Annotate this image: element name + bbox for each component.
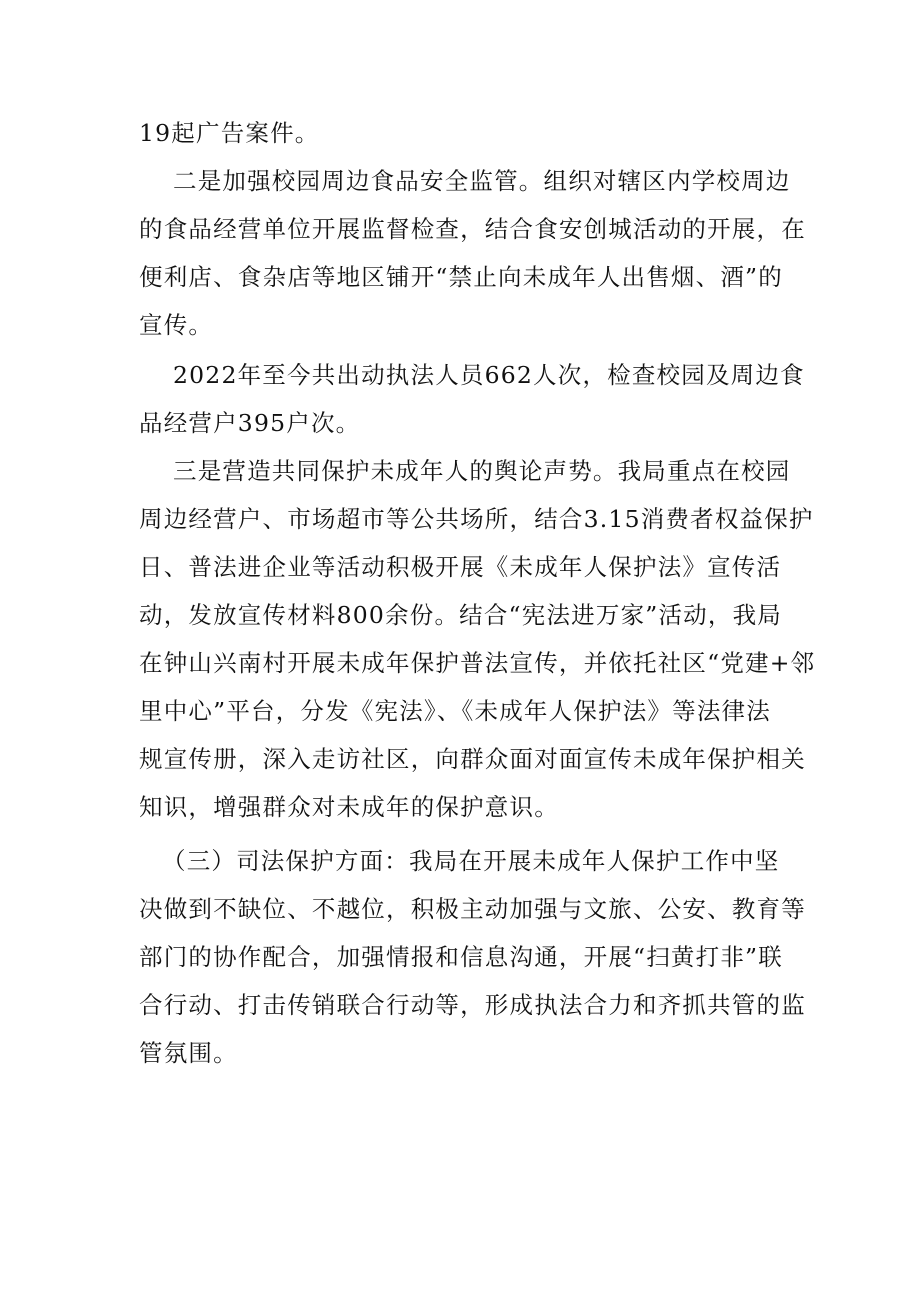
text-line: 决做到不缺位、不越位，积极主动加强与文旅、公安、教育等 bbox=[139, 895, 806, 923]
text-line: 动，发放宣传材料800余份。结合“宪法进万家”活动，我局 bbox=[139, 601, 782, 629]
text-line: 合行动、打击传销联合行动等，形成执法合力和齐抓共管的监 bbox=[139, 991, 806, 1019]
text-line: 知识，增强群众对未成年的保护意识。 bbox=[139, 793, 559, 821]
text-line: 部门的协作配合，加强情报和信息沟通，开展“扫黄打非”联 bbox=[139, 943, 783, 971]
text-line: 里中心”平台，分发《宪法》、《未成年人保护法》等法律法 bbox=[139, 697, 771, 725]
text-line: 宣传。 bbox=[139, 311, 214, 339]
text-line: 在钟山兴南村开展未成年保护普法宣传，并依托社区“党建+邻 bbox=[139, 649, 816, 677]
text-line: 便利店、食杂店等地区铺开“禁止向未成年人出售烟、酒”的 bbox=[139, 263, 783, 291]
text-line: 规宣传册，深入走访社区，向群众面对面宣传未成年保护相关 bbox=[139, 745, 806, 773]
text-line: 日、普法进企业等活动积极开展《未成年人保护法》宣传活 bbox=[139, 553, 782, 581]
text-line: 19起广告案件。 bbox=[139, 119, 320, 147]
text-line: 的食品经营单位开展监督检查，结合食安创城活动的开展，在 bbox=[139, 215, 806, 243]
text-line: 周边经营户、市场超市等公共场所，结合3.15消费者权益保护 bbox=[139, 505, 814, 533]
paragraph-start-line: 二是加强校园周边食品安全监管。组织对辖区内学校周边 bbox=[173, 167, 791, 195]
paragraph-start-line: （三）司法保护方面：我局在开展未成年人保护工作中坚 bbox=[162, 847, 780, 875]
paragraph-start-line: 三是营造共同保护未成年人的舆论声势。我局重点在校园 bbox=[173, 457, 791, 485]
text-line: 管氛围。 bbox=[139, 1039, 238, 1067]
paragraph-start-line: 2022年至今共出动执法人员662人次，检查校园及周边食 bbox=[173, 361, 805, 389]
text-line: 品经营户395户次。 bbox=[139, 409, 361, 437]
